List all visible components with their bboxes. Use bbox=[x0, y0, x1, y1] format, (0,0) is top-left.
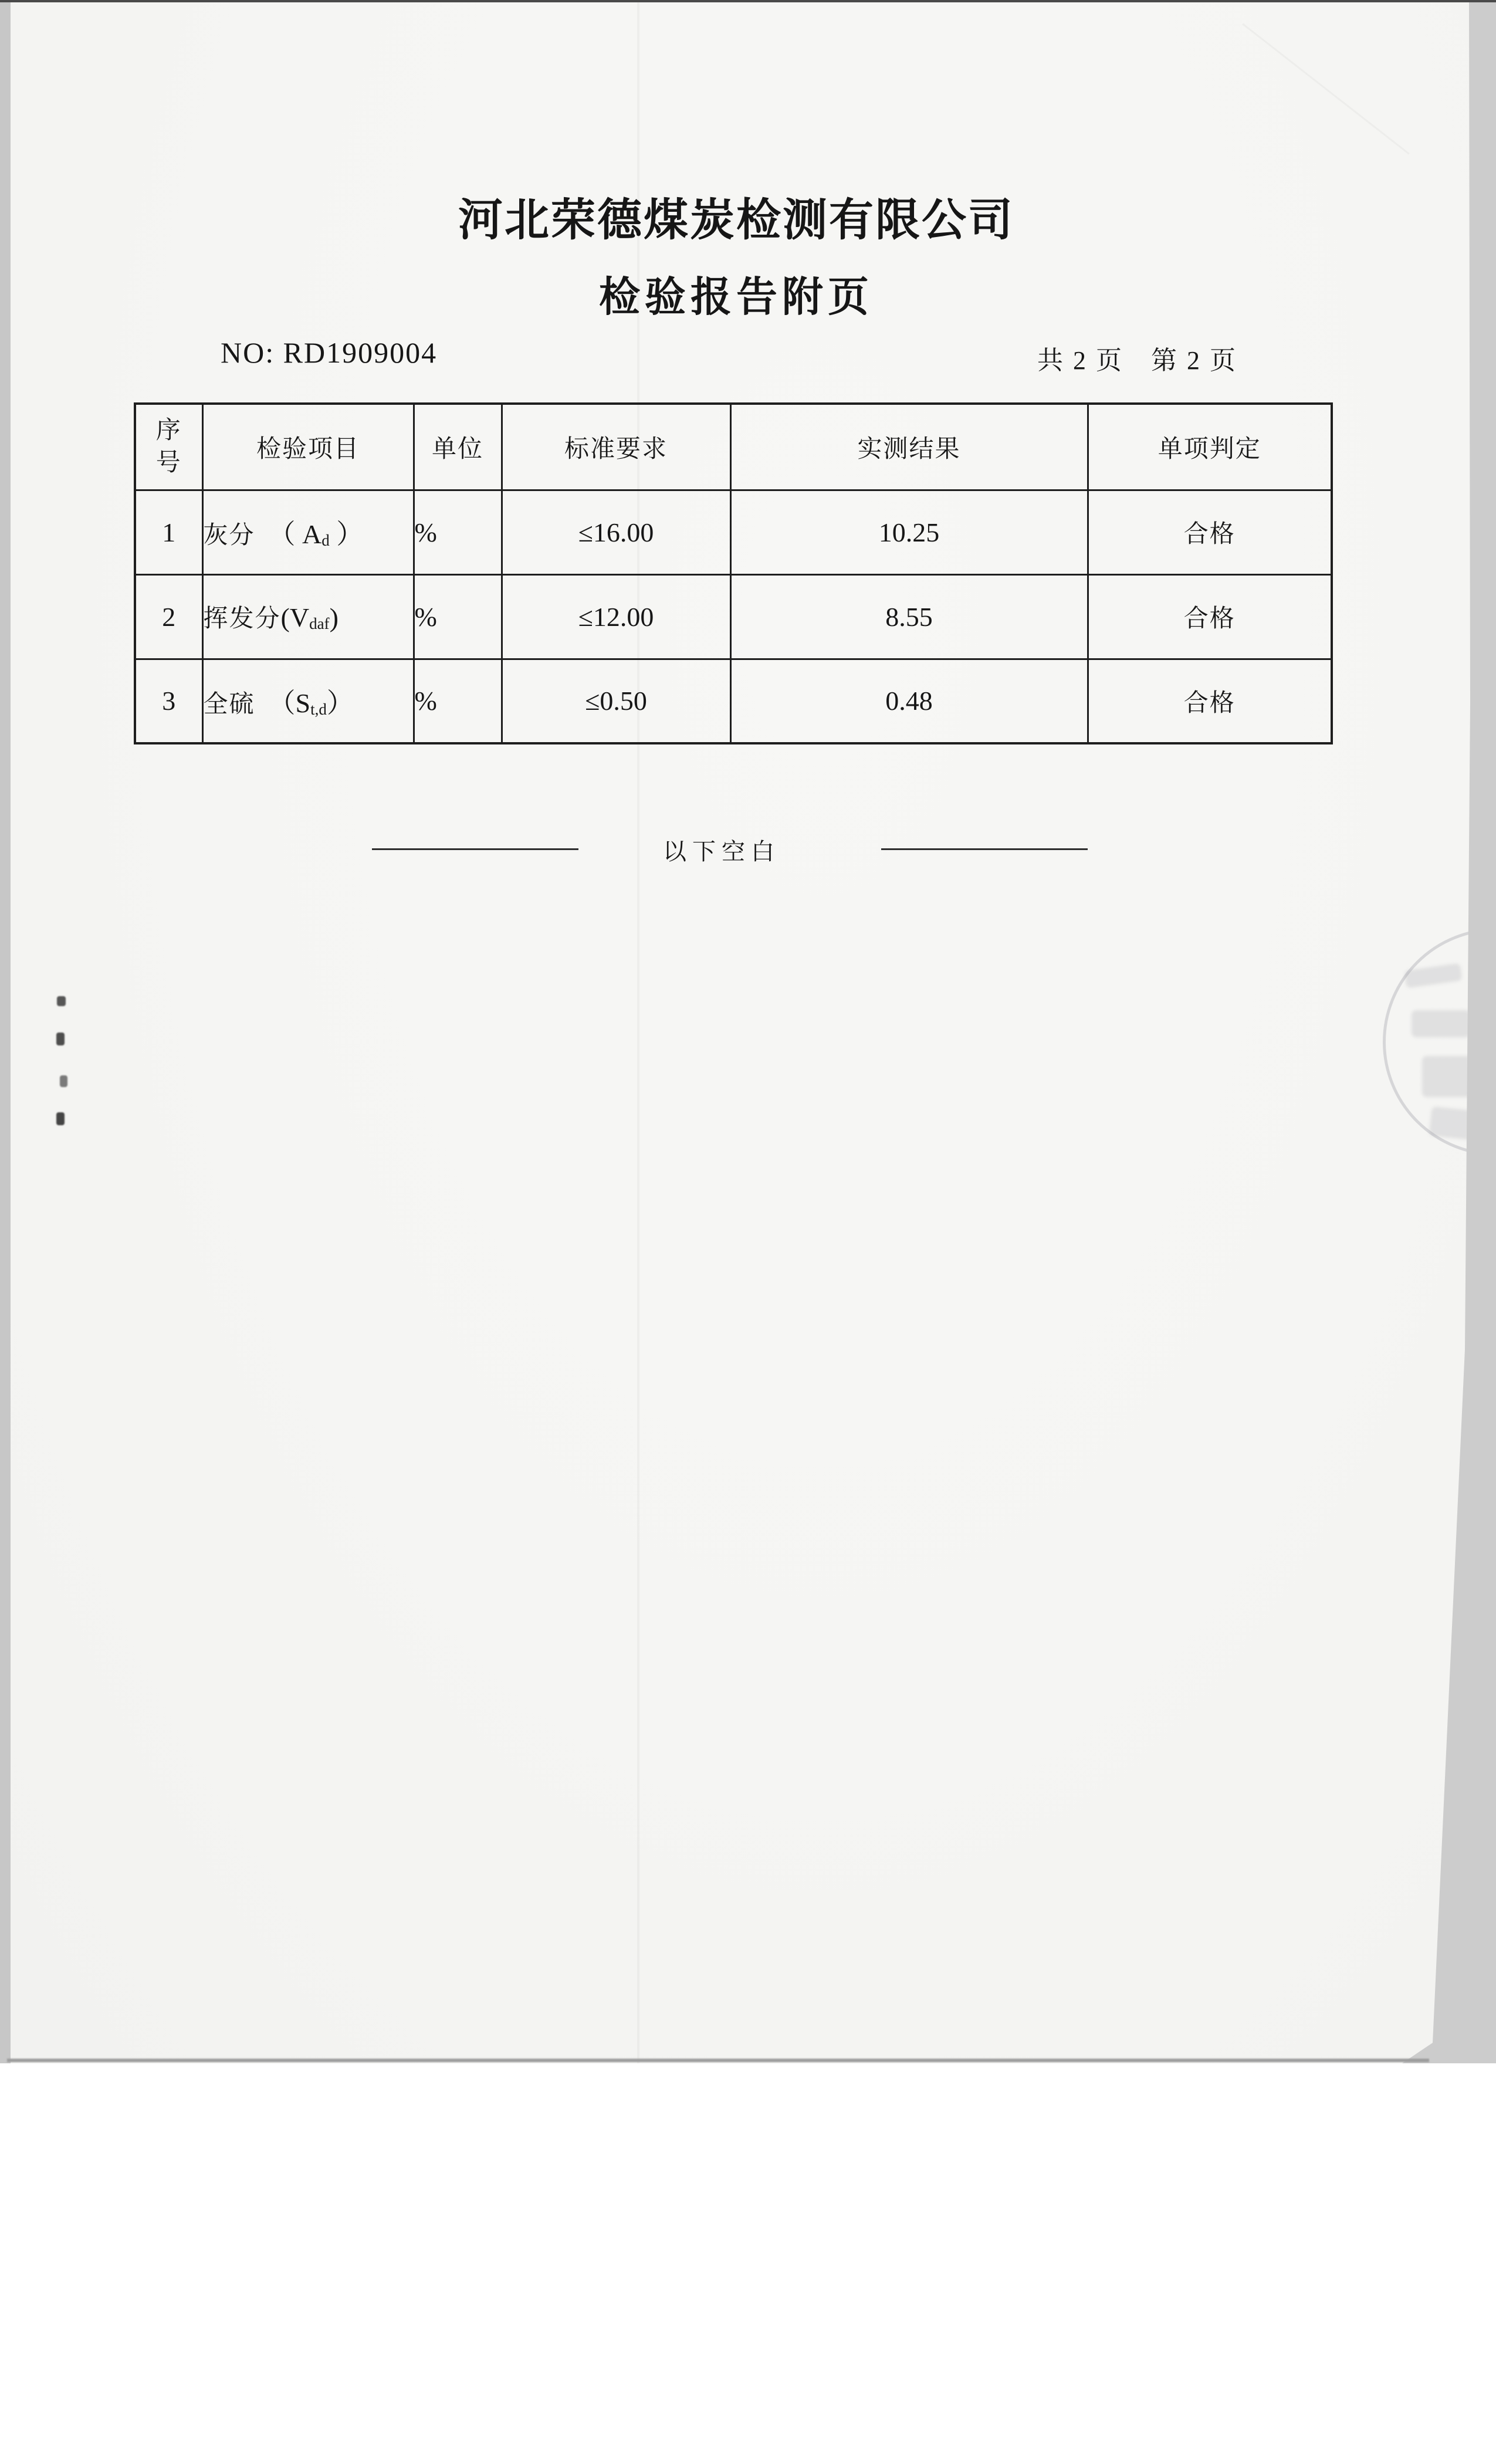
item-name: 挥发分 bbox=[203, 605, 281, 632]
scanner-edge-left bbox=[0, 0, 11, 2063]
cell-standard-requirement: ≤0.50 bbox=[502, 659, 730, 743]
page-info: 共 2 页 第 2 页 bbox=[1037, 346, 1237, 375]
header-standard-requirement: 标准要求 bbox=[502, 404, 730, 490]
stamp-smudge bbox=[1412, 1010, 1470, 1037]
item-symbol-subscript: daf bbox=[309, 615, 330, 633]
item-symbol-close: ) bbox=[329, 603, 339, 632]
cell-test-item bbox=[202, 574, 414, 659]
report-number: NO: RD1909004 bbox=[221, 336, 438, 369]
cell-test-item bbox=[202, 659, 414, 743]
cell-test-item bbox=[202, 490, 414, 574]
test-results-table bbox=[134, 402, 1333, 744]
cell-seq-no: 1 bbox=[135, 490, 202, 574]
paper-bottom-shadow bbox=[7, 2059, 1429, 2062]
scanner-edge-top bbox=[0, 0, 1496, 2]
table-row bbox=[135, 490, 1332, 574]
item-symbol-open: ( bbox=[280, 603, 290, 632]
cell-seq-no: 2 bbox=[135, 574, 202, 659]
cell-measured-result: 10.25 bbox=[730, 490, 1088, 574]
item-name: 全硫 bbox=[203, 691, 255, 718]
item-symbol-open: （ bbox=[255, 519, 303, 549]
cell-measured-result: 8.55 bbox=[730, 574, 1088, 659]
header-measured-result: 实测结果 bbox=[730, 404, 1088, 490]
table-row bbox=[135, 659, 1332, 743]
table-header-row bbox=[135, 404, 1332, 490]
cell-seq-no: 3 bbox=[135, 659, 202, 743]
cell-item-judgement: 合格 bbox=[1088, 659, 1332, 743]
binding-mark bbox=[56, 1112, 65, 1125]
cell-standard-requirement: ≤16.00 bbox=[502, 490, 730, 574]
company-name-title: 河北荣德煤炭检测有限公司 bbox=[458, 196, 1014, 245]
cell-standard-requirement: ≤12.00 bbox=[502, 574, 730, 659]
blank-note-rule-right bbox=[881, 848, 1088, 850]
blank-note: 以下空白 bbox=[663, 838, 780, 865]
item-symbol-close: ） bbox=[329, 519, 364, 549]
report-title: 检验报告附页 bbox=[599, 275, 874, 320]
binding-mark bbox=[56, 1033, 65, 1045]
header-test-item: 检验项目 bbox=[202, 404, 414, 490]
item-symbol-subscript: t,d bbox=[310, 700, 327, 718]
item-name: 灰分 bbox=[203, 522, 255, 549]
cell-unit: % bbox=[414, 490, 502, 574]
item-symbol-base: S bbox=[295, 688, 311, 718]
binding-mark bbox=[60, 1075, 67, 1087]
item-symbol-open: （ bbox=[255, 688, 296, 718]
blank-note-rule-left bbox=[372, 848, 578, 850]
item-symbol-base: A bbox=[302, 519, 322, 549]
table-row bbox=[135, 574, 1332, 659]
header-unit: 单位 bbox=[414, 404, 502, 490]
cell-measured-result: 0.48 bbox=[730, 659, 1088, 743]
binding-mark bbox=[57, 996, 66, 1006]
cell-item-judgement: 合格 bbox=[1088, 490, 1332, 574]
cell-item-judgement: 合格 bbox=[1088, 574, 1332, 659]
item-symbol-subscript: d bbox=[321, 532, 330, 550]
cell-unit: % bbox=[414, 574, 502, 659]
header-item-judgement: 单项判定 bbox=[1088, 404, 1332, 490]
item-symbol-base: V bbox=[289, 603, 310, 632]
item-symbol-close: ） bbox=[326, 688, 354, 718]
header-seq-no: 序号 bbox=[135, 404, 202, 490]
cell-unit: % bbox=[414, 659, 502, 743]
